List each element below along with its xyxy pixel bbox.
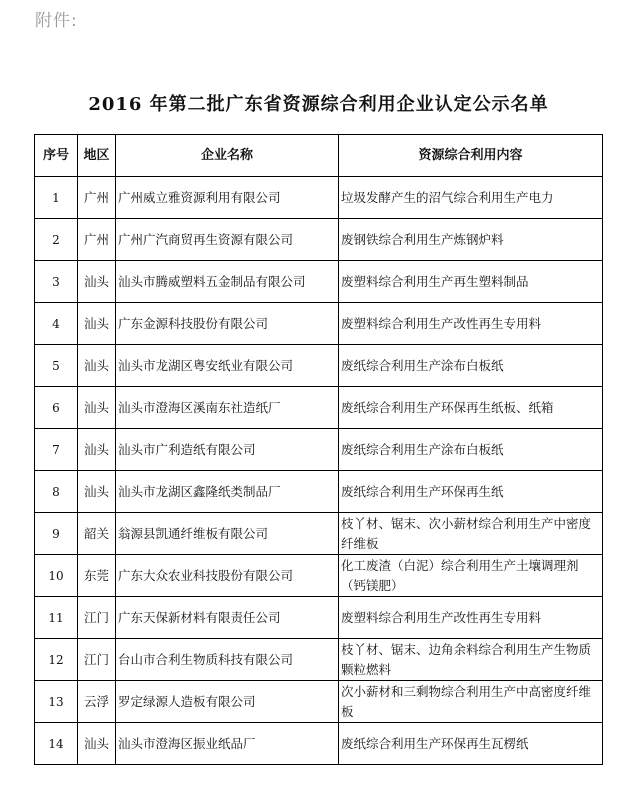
document-title: 2016 年第二批广东省资源综合利用企业认定公示名单 [88, 94, 549, 115]
table-row [35, 303, 603, 345]
row-region-cell: 江门 [78, 639, 116, 681]
row-company-name-cell: 汕头市腾威塑料五金制品有限公司 [116, 261, 339, 303]
column-header-company: 企业名称 [116, 135, 339, 177]
row-number-cell: 14 [35, 723, 78, 765]
row-utilization-content-cell: 废纸综合利用生产环保再生纸 [339, 471, 603, 513]
row-utilization-content-cell: 废纸综合利用生产涂布白板纸 [339, 345, 603, 387]
table-row [35, 639, 603, 681]
row-company-name-cell: 汕头市龙湖区粤安纸业有限公司 [116, 345, 339, 387]
table-row [35, 387, 603, 429]
row-company-name-cell: 汕头市澄海区振业纸品厂 [116, 723, 339, 765]
row-company-name-cell: 翁源县凯通纤维板有限公司 [116, 513, 339, 555]
row-utilization-content-cell: 废纸综合利用生产涂布白板纸 [339, 429, 603, 471]
table-row [35, 597, 603, 639]
row-region-cell: 汕头 [78, 387, 116, 429]
table-row [35, 429, 603, 471]
row-region-cell: 云浮 [78, 681, 116, 723]
table-body [35, 177, 603, 765]
table-row [35, 471, 603, 513]
row-number-cell: 1 [35, 177, 78, 219]
row-region-cell: 汕头 [78, 723, 116, 765]
table-row [35, 723, 603, 765]
row-utilization-content-cell: 枝丫材、锯末、边角余料综合利用生产生物质颗粒燃料 [339, 639, 603, 681]
row-number-cell: 9 [35, 513, 78, 555]
row-number-cell: 4 [35, 303, 78, 345]
row-number-cell: 13 [35, 681, 78, 723]
table-row [35, 681, 603, 723]
row-company-name-cell: 汕头市澄海区溪南东社造纸厂 [116, 387, 339, 429]
row-region-cell: 江门 [78, 597, 116, 639]
row-company-name-cell: 汕头市龙湖区鑫隆纸类制品厂 [116, 471, 339, 513]
row-utilization-content-cell: 废塑料综合利用生产改性再生专用料 [339, 303, 603, 345]
row-number-cell: 8 [35, 471, 78, 513]
row-utilization-content-cell: 垃圾发酵产生的沼气综合利用生产电力 [339, 177, 603, 219]
row-utilization-content-cell: 枝丫材、锯末、次小薪材综合利用生产中密度纤维板 [339, 513, 603, 555]
table-row [35, 555, 603, 597]
table-row [35, 261, 603, 303]
row-utilization-content-cell: 废纸综合利用生产环保再生瓦楞纸 [339, 723, 603, 765]
company-list-table [34, 134, 603, 765]
row-utilization-content-cell: 化工废渣（白泥）综合利用生产土壤调理剂（钙镁肥） [339, 555, 603, 597]
table-row [35, 177, 603, 219]
row-company-name-cell: 广州威立雅资源利用有限公司 [116, 177, 339, 219]
row-number-cell: 3 [35, 261, 78, 303]
row-region-cell: 东莞 [78, 555, 116, 597]
row-region-cell: 广州 [78, 177, 116, 219]
row-number-cell: 5 [35, 345, 78, 387]
row-company-name-cell: 台山市合利生物质科技有限公司 [116, 639, 339, 681]
row-number-cell: 2 [35, 219, 78, 261]
row-number-cell: 7 [35, 429, 78, 471]
column-header-content: 资源综合利用内容 [339, 135, 603, 177]
attachment-label: 附件: [35, 11, 78, 31]
row-number-cell: 12 [35, 639, 78, 681]
row-utilization-content-cell: 废塑料综合利用生产改性再生专用料 [339, 597, 603, 639]
row-number-cell: 6 [35, 387, 78, 429]
row-region-cell: 韶关 [78, 513, 116, 555]
row-region-cell: 汕头 [78, 345, 116, 387]
row-region-cell: 汕头 [78, 429, 116, 471]
row-utilization-content-cell: 废钢铁综合利用生产炼钢炉料 [339, 219, 603, 261]
row-region-cell: 广州 [78, 219, 116, 261]
row-number-cell: 11 [35, 597, 78, 639]
row-region-cell: 汕头 [78, 471, 116, 513]
table-header-row [35, 135, 603, 177]
table-row [35, 219, 603, 261]
column-header-region: 地区 [78, 135, 116, 177]
row-number-cell: 10 [35, 555, 78, 597]
table-row [35, 513, 603, 555]
row-company-name-cell: 广东天保新材料有限责任公司 [116, 597, 339, 639]
column-header-number: 序号 [35, 135, 78, 177]
table-row [35, 345, 603, 387]
row-utilization-content-cell: 废纸综合利用生产环保再生纸板、纸箱 [339, 387, 603, 429]
row-region-cell: 汕头 [78, 303, 116, 345]
row-company-name-cell: 广州广汽商贸再生资源有限公司 [116, 219, 339, 261]
row-region-cell: 汕头 [78, 261, 116, 303]
row-utilization-content-cell: 废塑料综合利用生产再生塑料制品 [339, 261, 603, 303]
row-company-name-cell: 罗定绿源人造板有限公司 [116, 681, 339, 723]
row-utilization-content-cell: 次小薪材和三剩物综合利用生产中高密度纤维板 [339, 681, 603, 723]
row-company-name-cell: 广东金源科技股份有限公司 [116, 303, 339, 345]
row-company-name-cell: 广东大众农业科技股份有限公司 [116, 555, 339, 597]
row-company-name-cell: 汕头市广利造纸有限公司 [116, 429, 339, 471]
